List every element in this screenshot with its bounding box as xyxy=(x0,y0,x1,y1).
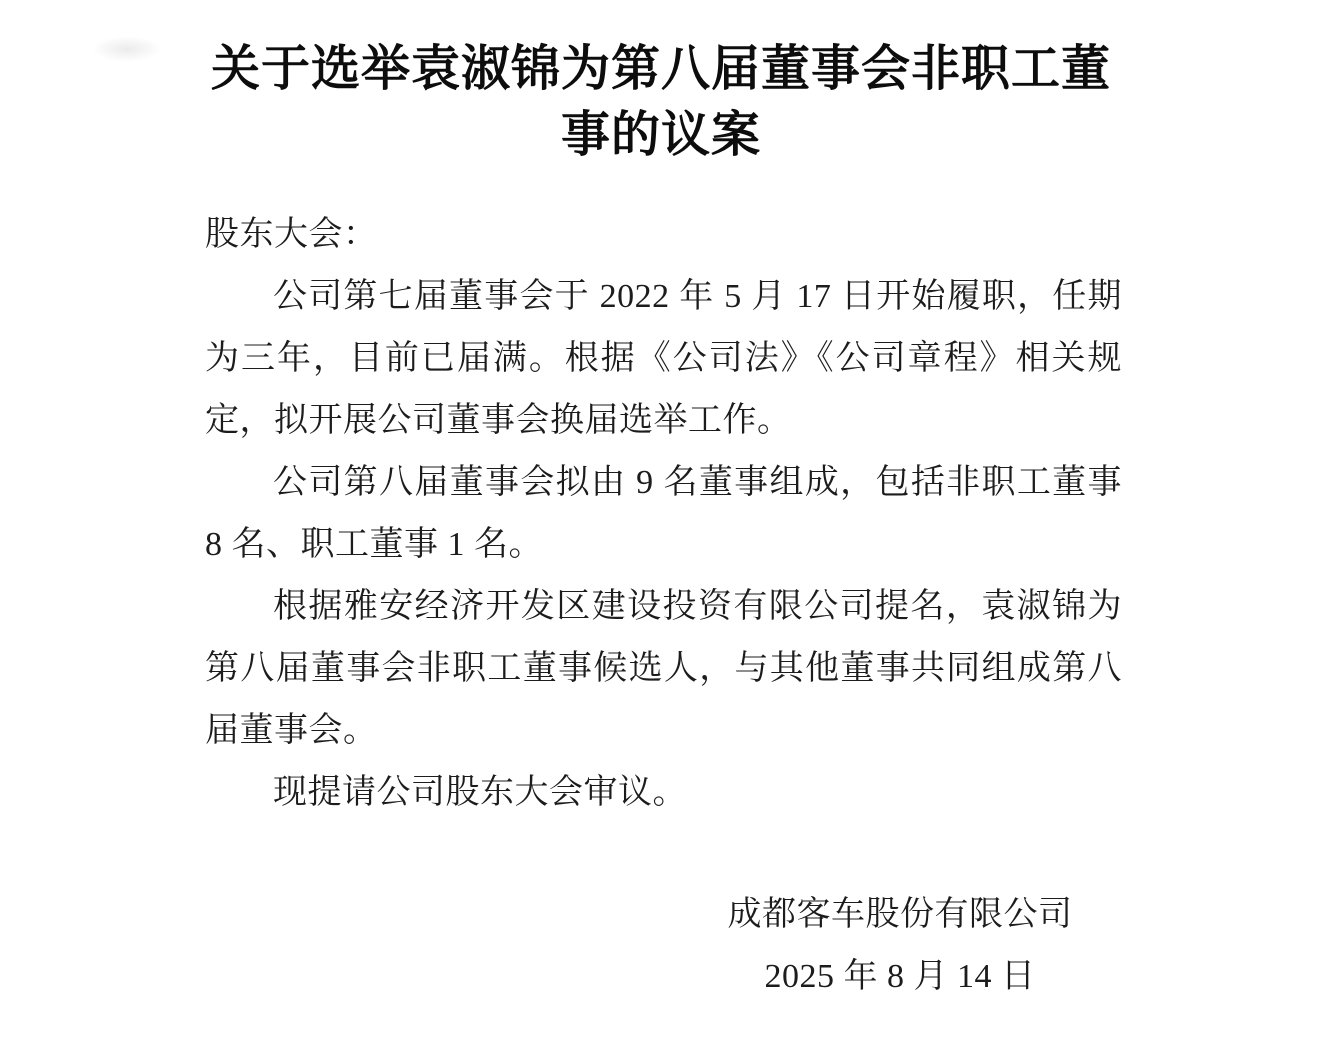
document-body xyxy=(205,204,1122,824)
paragraph-1-line-1: 公司第七届董事会于 2022 年 5 月 17 日开始履职，任期 xyxy=(273,278,1122,315)
paragraph-3-line-3: 届董事会。 xyxy=(205,712,378,749)
salutation: 股东大会： xyxy=(205,216,378,253)
paragraph-2-line-2: 8 名、职工董事 1 名。 xyxy=(205,526,543,563)
document-title-line-1: 关于选举袁淑锦为第八届董事会非职工董 xyxy=(210,41,1111,96)
paragraph-4-line-1: 现提请公司股东大会审议。 xyxy=(273,774,687,811)
document-title-line-2: 事的议案 xyxy=(560,107,761,162)
paragraph-1-line-3: 定，拟开展公司董事会换届选举工作。 xyxy=(205,402,792,439)
signature-date: 2025 年 8 月 14 日 xyxy=(764,958,1036,995)
paragraph-2-line-1: 公司第八届董事会拟由 9 名董事组成，包括非职工董事 xyxy=(273,464,1122,501)
document-title xyxy=(0,36,1322,168)
signature-block xyxy=(700,884,1100,1008)
paragraph-1-line-2: 为三年，目前已届满。根据《公司法》《公司章程》相关规 xyxy=(205,340,1122,377)
paragraph-3-line-2: 第八届董事会非职工董事候选人，与其他董事共同组成第八 xyxy=(205,650,1122,687)
signature-company: 成都客车股份有限公司 xyxy=(727,896,1073,933)
paragraph-3-line-1: 根据雅安经济开发区建设投资有限公司提名，袁淑锦为 xyxy=(273,588,1122,625)
